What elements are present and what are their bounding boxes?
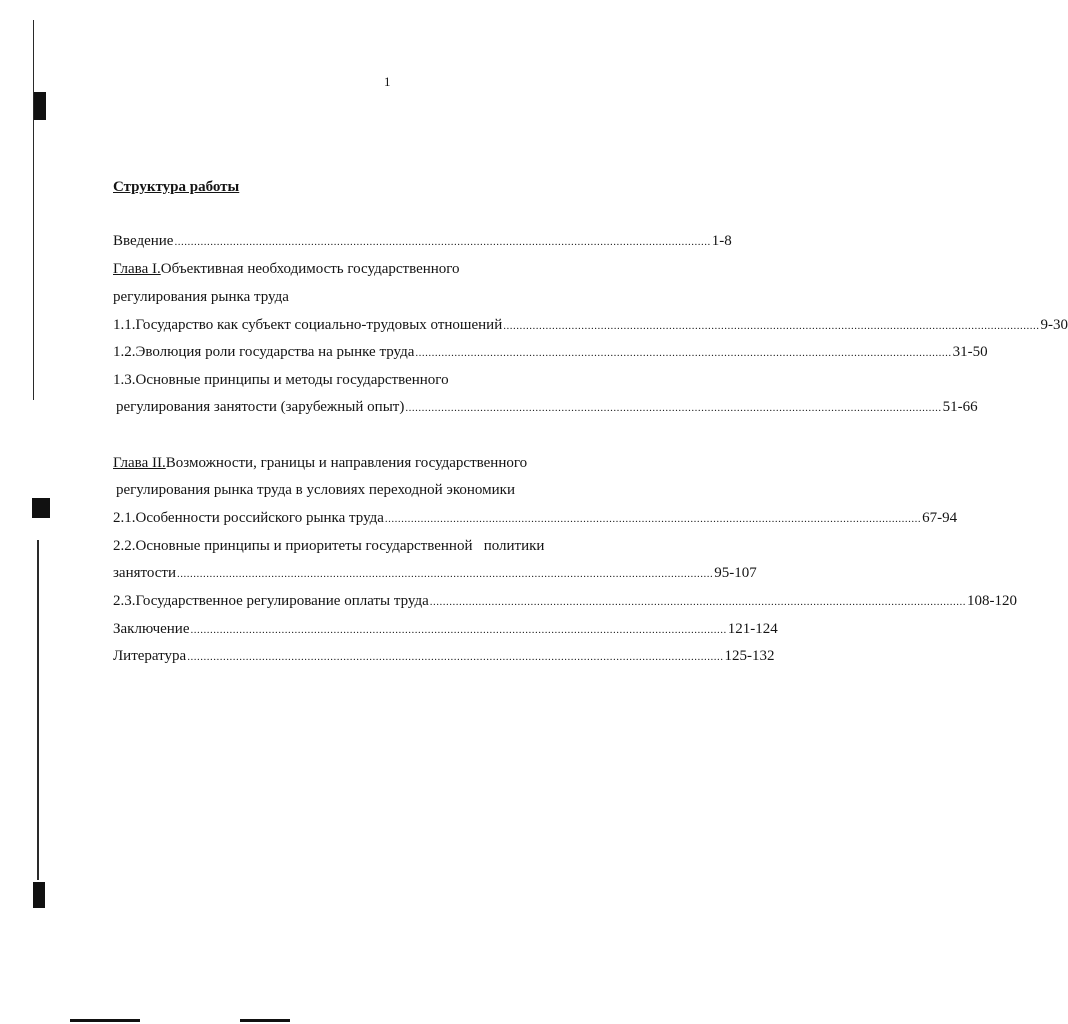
toc-entry-text: 2.2.Основные принципы и приоритеты государственной политики [113,538,545,554]
page-title: Структура работы [113,179,240,195]
toc-chapter1-heading[interactable] [113,260,460,278]
page-number: 1 [384,74,391,89]
toc-entry-text: 1.2.Эволюция роли государства на рынке труда [113,344,415,360]
toc-entry-2-1[interactable] [113,509,958,528]
scan-margin-line [33,20,34,400]
chapter-label: Глава I. [113,261,161,277]
toc-entry-text: 1.3.Основные принципы и методы государственного [113,372,449,388]
chapter-title-line: регулирования рынка труда [113,289,289,305]
toc-entry-pages: 108-120 [967,593,1018,609]
toc-entry-pages: 9-30 [1040,317,1068,333]
toc-entry-pages: 125-132 [724,648,775,664]
toc-entry-text: Литература [113,648,187,664]
toc-entry-text: Введение [113,233,174,249]
toc-entry-pages: 1-8 [711,233,732,249]
chapter-title-line: Возможности, границы и направления государственного [165,455,528,471]
dot-leader: ..................................................................................................................................................................... [187,651,724,663]
toc-entry-text: 1.1.Государство как субъект социально-трудовых отношений [113,317,503,333]
toc-entry-1-1[interactable] [113,316,1068,335]
chapter-label: Глава II. [113,455,166,471]
scan-mark [32,498,50,518]
toc-entry-text: занятости [113,565,176,581]
dot-leader: ..................................................................................................................................................................... [176,568,714,580]
chapter-title-line: Объективная необходимость государственного [160,261,460,277]
toc-entry-text: 2.1.Особенности российского рынка труда [113,510,384,526]
toc-entry-text: 2.3.Государственное регулирование оплаты труда [113,593,429,609]
toc-entry-2-3[interactable] [113,592,1018,611]
toc-entry-literature[interactable] [113,647,775,666]
toc-entry-text: регулирования занятости (зарубежный опыт) [116,399,405,415]
toc-entry-pages: 67-94 [922,510,958,526]
toc-entry-1-2[interactable] [113,343,988,362]
scan-bottom-mark [70,1019,140,1022]
toc-chapter2-heading-cont [113,481,515,499]
scan-margin-line [37,540,39,880]
toc-entry-pages: 51-66 [942,399,978,415]
toc-entry-1-3-line1[interactable] [113,371,449,389]
dot-leader: ..................................................................................................................................................................... [174,236,711,248]
scan-mark [34,92,46,120]
toc-entry-2-2[interactable] [113,564,757,583]
dot-leader: ..................................................................................................................................................................... [384,513,922,525]
toc-chapter2-heading[interactable] [113,454,527,472]
chapter-title-line: регулирования рынка труда в условиях переходной экономики [116,482,515,498]
toc-chapter1-heading-cont [113,288,289,306]
scan-mark [33,882,45,908]
toc-entry-pages: 121-124 [727,621,778,637]
dot-leader: ..................................................................................................................................................................... [190,624,727,636]
toc-entry-text: Заключение [113,621,190,637]
toc-entry-pages: 31-50 [952,344,988,360]
toc-entry-intro[interactable] [113,232,732,251]
dot-leader: ..................................................................................................................................................................... [415,347,952,359]
toc-entry-1-3[interactable] [113,398,978,417]
dot-leader: ..................................................................................................................................................................... [503,320,1040,332]
scan-bottom-mark [240,1019,290,1022]
toc-entry-conclusion[interactable] [113,620,778,639]
dot-leader: ..................................................................................................................................................................... [405,402,942,414]
toc-entry-2-2-line1[interactable] [113,537,544,555]
dot-leader: ..................................................................................................................................................................... [429,596,967,608]
toc-entry-pages: 95-107 [714,565,757,581]
